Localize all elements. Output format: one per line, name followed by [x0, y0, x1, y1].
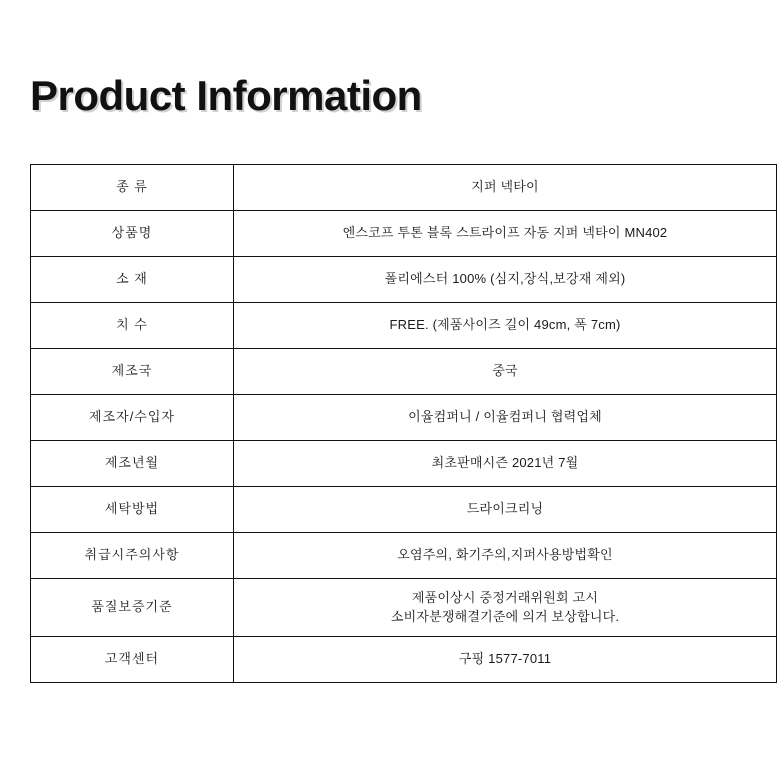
row-label: 세탁방법 — [31, 487, 234, 533]
row-value-line: 폴리에스터 100% (심지,장식,보강재 제외) — [384, 271, 626, 287]
row-value-line: 제품이상시 중정거래위원회 고시 — [411, 589, 599, 605]
row-value — [234, 303, 777, 349]
row-value-line: 엔스코프 투톤 블록 스트라이프 자동 지퍼 넥타이 MN402 — [342, 225, 668, 241]
row-value-line: 이율컴퍼니 / 이율컴퍼니 협력업체 — [408, 409, 602, 425]
row-label: 품질보증기준 — [31, 579, 234, 637]
row-value-line: 최초판매시즌 2021년 7월 — [431, 455, 579, 471]
table-row — [31, 303, 777, 349]
page-title: Product Information — [30, 72, 422, 119]
row-value — [234, 487, 777, 533]
row-label: 제조자/수입자 — [31, 395, 234, 441]
row-label: 치 수 — [31, 303, 234, 349]
row-value — [234, 395, 777, 441]
row-value — [234, 579, 777, 637]
row-label: 고객센터 — [31, 637, 234, 683]
row-value — [234, 637, 777, 683]
table-row — [31, 637, 777, 683]
row-label: 제조국 — [31, 349, 234, 395]
table-row — [31, 487, 777, 533]
row-value — [234, 441, 777, 487]
product-info-table — [30, 164, 777, 683]
row-label: 종 류 — [31, 165, 234, 211]
row-label: 제조년월 — [31, 441, 234, 487]
table-row — [31, 257, 777, 303]
row-value-line: 중국 — [492, 363, 518, 379]
table-row — [31, 579, 777, 637]
row-value-line: FREE. (제품사이즈 길이 49cm, 폭 7cm) — [389, 317, 621, 333]
row-value — [234, 257, 777, 303]
table-row — [31, 533, 777, 579]
row-label: 취급시주의사항 — [31, 533, 234, 579]
table-row — [31, 441, 777, 487]
table-row — [31, 165, 777, 211]
row-value — [234, 165, 777, 211]
row-value — [234, 211, 777, 257]
table-row — [31, 349, 777, 395]
row-value-line: 오염주의, 화기주의,지퍼사용방법확인 — [397, 547, 613, 563]
row-label: 소 재 — [31, 257, 234, 303]
row-value-line: 소비자분쟁해결기준에 의거 보상합니다. — [390, 608, 620, 624]
row-value — [234, 533, 777, 579]
table-row — [31, 211, 777, 257]
row-value-line: 지퍼 넥타이 — [471, 179, 539, 195]
row-value — [234, 349, 777, 395]
row-value-line: 드라이크리닝 — [466, 501, 544, 517]
table-row — [31, 395, 777, 441]
row-label: 상품명 — [31, 211, 234, 257]
row-value-line: 구핑 1577-7011 — [458, 651, 552, 667]
product-info-table-body — [31, 165, 777, 683]
